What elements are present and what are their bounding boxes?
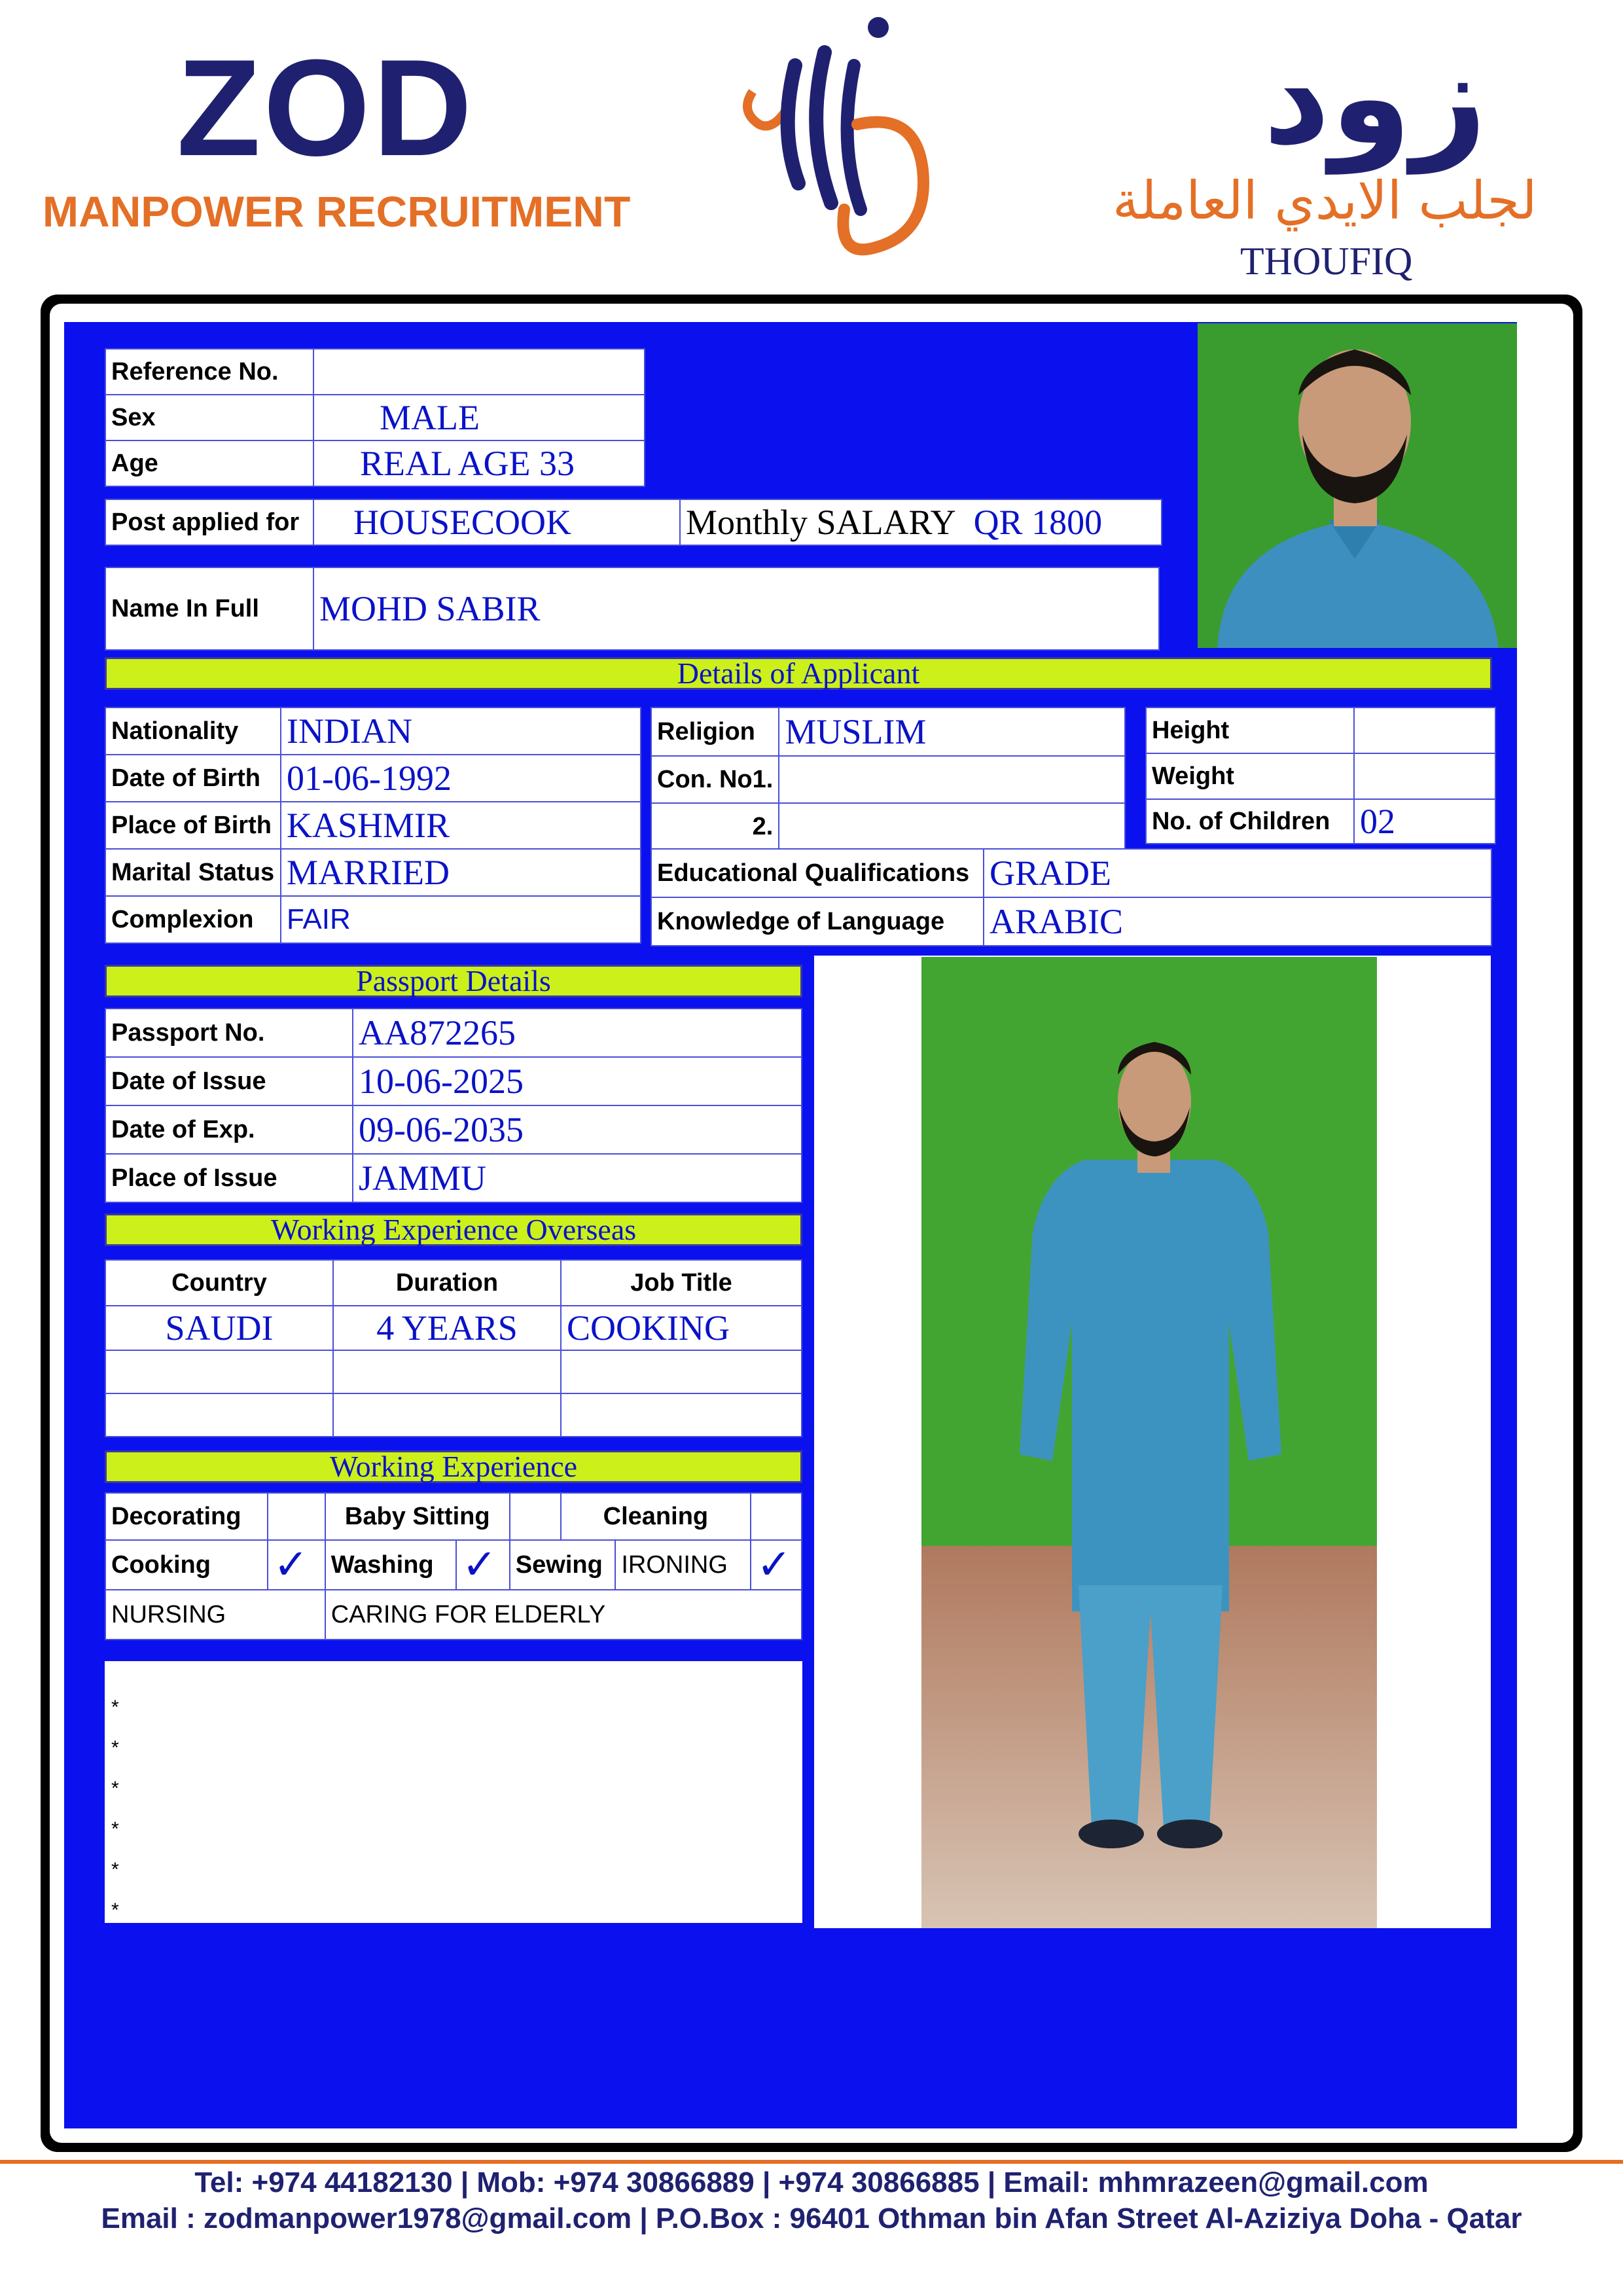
portrait-figure-icon bbox=[1198, 323, 1517, 648]
applicant-portrait bbox=[1198, 323, 1517, 648]
exp-nursing: NURSING bbox=[105, 1590, 325, 1640]
note-item: * bbox=[111, 1818, 119, 1840]
salary-value: QR 1800 bbox=[973, 503, 1103, 542]
education-label: Educational Qualifications bbox=[651, 849, 984, 897]
passport-no-label: Passport No. bbox=[105, 1009, 353, 1057]
overseas-col-country: Country bbox=[105, 1260, 333, 1306]
education-table bbox=[651, 848, 1492, 946]
marital-value: MARRIED bbox=[281, 849, 641, 896]
con2-value bbox=[779, 803, 1125, 850]
passport-exp-label: Date of Exp. bbox=[105, 1105, 353, 1154]
dob-label: Date of Birth bbox=[105, 755, 281, 802]
pob-value: KASHMIR bbox=[281, 802, 641, 849]
post-value: HOUSECOOK bbox=[313, 499, 680, 545]
dob-value: 01-06-1992 bbox=[281, 755, 641, 802]
overseas-row bbox=[105, 1306, 802, 1350]
reference-label: Reference No. bbox=[105, 349, 313, 395]
passport-section-title: Passport Details bbox=[105, 965, 802, 997]
footer-contact-line1: Tel: +974 44182130 | Mob: +974 30866889 | +974 30866885 | Email: mhmrazeen@gmail.com bbox=[194, 2166, 1429, 2198]
sex-label: Sex bbox=[105, 395, 313, 440]
passport-table bbox=[105, 1008, 802, 1203]
sex-value: MALE bbox=[313, 395, 645, 440]
passport-place-value: JAMMU bbox=[353, 1154, 802, 1202]
brand-arabic-tagline: لجلب الايدي العاملة bbox=[1113, 170, 1537, 231]
full-figure-icon bbox=[921, 957, 1377, 1928]
brand-emblem-icon bbox=[733, 13, 942, 262]
applicant-full-photo bbox=[921, 957, 1377, 1928]
nationality-value: INDIAN bbox=[281, 708, 641, 755]
overseas-table bbox=[105, 1259, 802, 1437]
passport-issue-label: Date of Issue bbox=[105, 1057, 353, 1105]
reference-table bbox=[105, 348, 645, 487]
washing-check-icon: ✓ bbox=[456, 1540, 510, 1590]
ironing-check-icon: ✓ bbox=[751, 1540, 802, 1590]
pob-label: Place of Birth bbox=[105, 802, 281, 849]
exp-caring: CARING FOR ELDERLY bbox=[325, 1590, 802, 1640]
experience-table bbox=[105, 1492, 802, 1640]
con2-label: 2. bbox=[651, 803, 779, 850]
brand-tagline: MANPOWER RECRUITMENT bbox=[43, 187, 631, 236]
overseas-col-duration: Duration bbox=[333, 1260, 561, 1306]
notes-box bbox=[105, 1661, 802, 1923]
footer-divider bbox=[0, 2160, 1623, 2164]
cooking-check-icon: ✓ bbox=[268, 1540, 325, 1590]
height-value bbox=[1354, 708, 1495, 753]
passport-place-label: Place of Issue bbox=[105, 1154, 353, 1202]
language-label: Knowledge of Language bbox=[651, 897, 984, 946]
overseas-country: SAUDI bbox=[105, 1306, 333, 1350]
height-weight-table bbox=[1145, 707, 1496, 844]
overseas-job: COOKING bbox=[561, 1306, 802, 1350]
weight-value bbox=[1354, 753, 1495, 799]
age-value: REAL AGE 33 bbox=[313, 440, 645, 486]
education-value: GRADE bbox=[984, 849, 1491, 897]
exp-sewing: Sewing bbox=[510, 1540, 616, 1590]
agent-name: THOUFIQ bbox=[1240, 240, 1413, 283]
experience-section-title: Working Experience bbox=[105, 1450, 802, 1483]
reference-value bbox=[313, 349, 645, 395]
religion-value: MUSLIM bbox=[779, 708, 1125, 756]
height-label: Height bbox=[1146, 708, 1354, 753]
footer-contact-line2: Email : zodmanpower1978@gmail.com | P.O.Box : 96401 Othman bin Afan Street Al-Aziziya Doha - Qatar bbox=[101, 2202, 1522, 2234]
overseas-duration: 4 YEARS bbox=[333, 1306, 561, 1350]
overseas-section-title: Working Experience Overseas bbox=[105, 1213, 802, 1246]
marital-label: Marital Status bbox=[105, 849, 281, 896]
language-value: ARABIC bbox=[984, 897, 1491, 946]
name-table bbox=[105, 567, 1160, 651]
name-label: Name In Full bbox=[105, 567, 313, 650]
religion-table bbox=[651, 707, 1126, 851]
overseas-col-job: Job Title bbox=[561, 1260, 802, 1306]
exp-decorating: Decorating bbox=[105, 1493, 268, 1540]
applicant-left-table bbox=[105, 707, 641, 944]
passport-exp-value: 09-06-2035 bbox=[353, 1105, 802, 1154]
notes-list bbox=[111, 1687, 119, 1931]
note-item: * bbox=[111, 1737, 119, 1759]
children-label: No. of Children bbox=[1146, 799, 1354, 844]
name-value: MOHD SABIR bbox=[313, 567, 1159, 650]
exp-cleaning: Cleaning bbox=[561, 1493, 751, 1540]
con1-label: Con. No1. bbox=[651, 756, 779, 803]
note-item: * bbox=[111, 1778, 119, 1799]
children-value: 02 bbox=[1354, 799, 1495, 844]
passport-issue-value: 10-06-2025 bbox=[353, 1057, 802, 1105]
post-label: Post applied for bbox=[105, 499, 313, 545]
complexion-label: Complexion bbox=[105, 896, 281, 943]
nationality-label: Nationality bbox=[105, 708, 281, 755]
weight-label: Weight bbox=[1146, 753, 1354, 799]
age-label: Age bbox=[105, 440, 313, 486]
religion-label: Religion bbox=[651, 708, 779, 756]
note-item: * bbox=[111, 1696, 119, 1718]
note-item: * bbox=[111, 1859, 119, 1880]
exp-washing: Washing bbox=[325, 1540, 456, 1590]
brand-arabic-logo: زود bbox=[1263, 22, 1488, 174]
salary-label: Monthly SALARY bbox=[686, 503, 956, 542]
post-table bbox=[105, 499, 1162, 546]
exp-baby-sitting: Baby Sitting bbox=[325, 1493, 510, 1540]
details-section-title: Details of Applicant bbox=[105, 657, 1492, 690]
brand-logo-text: ZOD bbox=[177, 31, 475, 185]
exp-ironing: IRONING bbox=[615, 1540, 751, 1590]
exp-cooking: Cooking bbox=[105, 1540, 268, 1590]
con1-value bbox=[779, 756, 1125, 803]
passport-no-value: AA872265 bbox=[353, 1009, 802, 1057]
note-item: * bbox=[111, 1899, 119, 1921]
complexion-value: FAIR bbox=[281, 896, 641, 943]
